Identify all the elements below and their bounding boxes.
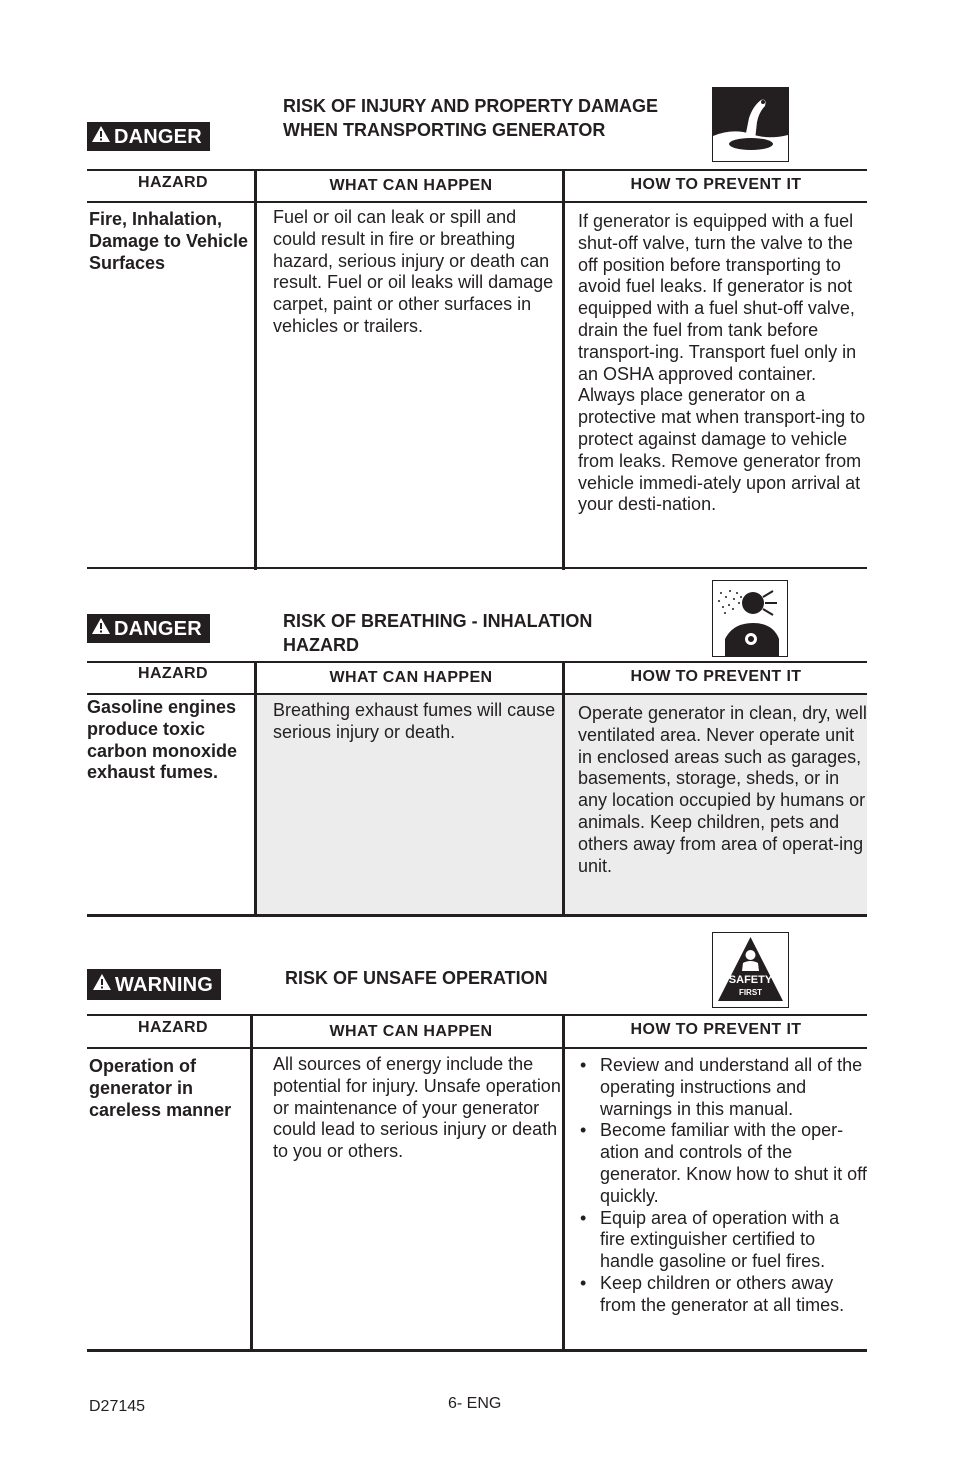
how-to-prevent-cell: Operate generator in clean, dry, well ventilated area. Never operate unit in enclosed areas such as garages, basements, storage, sheds, or in any location occupied by humans or animals. Keep children, pets and others away from area of operat-ing unit.	[578, 703, 867, 876]
safety-first-icon	[712, 932, 789, 1008]
how-to-prevent-cell	[578, 1055, 867, 1317]
section-title: RISK OF BREATHING - INHALATION HAZARD	[283, 611, 593, 655]
inhalation-hazard-icon	[712, 580, 788, 657]
column-header-how: HOW TO PREVENT IT	[630, 1021, 802, 1038]
prevention-bullet: • Equip area of operation with a fire extinguisher certified to handle gasoline or fuel fires.	[578, 1208, 867, 1273]
danger-badge	[87, 122, 210, 151]
badge-label: DANGER	[114, 125, 202, 148]
prevention-bullet: • Become familiar with the oper-ation and controls of the generator. Know how to shut it off quickly.	[578, 1120, 867, 1207]
section-transport-hazard	[87, 85, 867, 575]
prevention-bullet: • Keep children or others away from the generator at all times.	[578, 1273, 867, 1317]
badge-label: WARNING	[115, 973, 214, 996]
prevention-bullet: • Review and understand all of the operating instructions and warnings in this manual.	[578, 1055, 867, 1120]
section-unsafe-operation	[87, 930, 867, 1355]
what-can-happen-cell: All sources of energy include the potential for injury. Unsafe operation or maintenance of your generator could lead to serious injury or death to you or others.	[273, 1054, 561, 1162]
column-header-what: WHAT CAN HAPPEN	[329, 177, 493, 194]
column-header-what: WHAT CAN HAPPEN	[329, 669, 493, 686]
icon-first-label: FIRST	[738, 988, 763, 997]
badge-label: DANGER	[114, 617, 202, 640]
warning-triangle-icon	[91, 125, 111, 149]
how-to-prevent-cell: If generator is equipped with a fuel shut-off valve, turn the valve to the off position before transporting to avoid fuel leaks. If generator is not equipped with a fuel shut-off valve, drain the fuel from tank before transport-ing. Transport fuel only in an OSHA approved container. Always place generator on a protective mat when transport-ing to protect against damage to vehicle from leaks. Remove generator from vehicle immedi-ately upon arrival at your desti-nation.	[578, 211, 866, 515]
what-can-happen-cell: Breathing exhaust fumes will cause serious injury or death.	[273, 700, 556, 742]
warning-badge	[87, 969, 221, 1000]
section-title: RISK OF UNSAFE OPERATION	[285, 968, 548, 988]
document-number: D27145	[89, 1398, 146, 1415]
hazard-cell: Fire, Inhalation, Damage to Vehicle Surfaces	[89, 209, 249, 273]
column-header-what: WHAT CAN HAPPEN	[329, 1023, 493, 1040]
what-can-happen-cell: Fuel or oil can leak or spill and could result in fire or breathing hazard, serious injury or death can result. Fuel or oil leaks will damage carpet, paint or other surfaces in vehicles or trailers.	[273, 207, 554, 336]
column-header-hazard: HAZARD	[138, 174, 208, 191]
section-title: RISK OF INJURY AND PROPERTY DAMAGE WHEN TRANSPORTING GENERATOR	[283, 96, 659, 140]
warning-triangle-icon	[91, 617, 111, 641]
danger-badge	[87, 614, 210, 643]
icon-safety-label: SAFETY	[728, 974, 773, 986]
warning-triangle-icon	[92, 973, 112, 997]
section-inhalation-hazard	[87, 580, 867, 920]
column-header-how: HOW TO PREVENT IT	[630, 668, 802, 685]
column-header-hazard: HAZARD	[138, 1019, 208, 1036]
column-header-how: HOW TO PREVENT IT	[630, 176, 802, 193]
fuel-leak-icon	[712, 87, 789, 162]
column-header-hazard: HAZARD	[138, 665, 208, 682]
hazard-cell: Gasoline engines produce toxic carbon monoxide exhaust fumes.	[87, 697, 238, 783]
hazard-cell: Operation of generator in careless manner	[89, 1056, 232, 1120]
page-number: 6- ENG	[448, 1395, 502, 1412]
